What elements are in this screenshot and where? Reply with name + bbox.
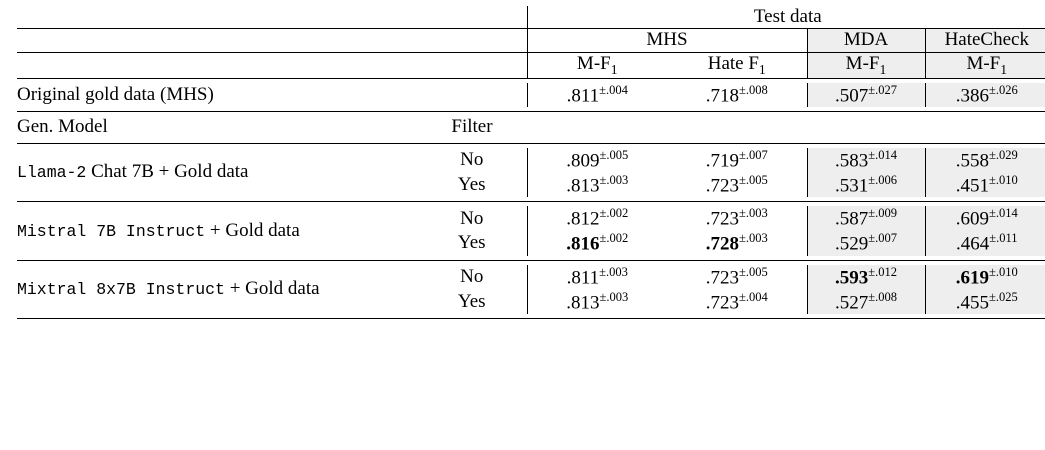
header-metric-mda-mf1 <box>807 52 925 77</box>
header-group-mhs: MHS <box>527 29 807 52</box>
value-cell <box>925 206 1045 231</box>
value-std: ±.003 <box>599 289 629 304</box>
value-std: ±.010 <box>988 264 1018 279</box>
value-std: ±.009 <box>868 206 898 221</box>
value-std: ±.027 <box>868 82 898 97</box>
value-std: ±.005 <box>599 147 629 162</box>
header-empty-filter <box>417 6 527 28</box>
value-mean: .723 <box>705 208 739 230</box>
value-cell <box>667 148 807 173</box>
header-filter: Filter <box>451 116 493 138</box>
value-cell <box>807 173 925 198</box>
value-mean: .593 <box>834 267 869 289</box>
header-empty-model <box>17 6 417 28</box>
value-mean: .816 <box>566 233 600 255</box>
value-std: ±.008 <box>738 82 768 97</box>
value-std: ±.002 <box>599 231 629 246</box>
baseline-label: Original gold data (MHS) <box>17 83 214 105</box>
model-name-rest: + Gold data <box>205 219 300 241</box>
value-std: ±.025 <box>988 289 1018 304</box>
value-cell <box>667 265 807 290</box>
value-std: ±.005 <box>738 264 768 279</box>
value-cell <box>925 290 1045 315</box>
value-cell <box>807 148 925 173</box>
value-mean: .718 <box>705 85 739 107</box>
model-name-mono: Mixtral 8x7B Instruct <box>17 280 225 300</box>
value-std: ±.026 <box>988 82 1018 97</box>
model-label-mixtral <box>17 265 417 314</box>
value-mean: .812 <box>566 208 600 230</box>
value-cell <box>527 148 667 173</box>
metric-label-1: Hate F <box>707 52 759 74</box>
value-std: ±.004 <box>599 82 628 97</box>
model-name-mono: Llama-2 <box>17 163 87 183</box>
value-cell <box>527 231 667 256</box>
value-mean: .386 <box>955 85 989 107</box>
value-cell <box>925 265 1045 290</box>
table-row <box>17 206 1045 231</box>
metric-sub-2: 1 <box>879 61 887 77</box>
value-cell <box>925 173 1045 198</box>
value-cell <box>667 290 807 315</box>
value-mean: .719 <box>705 150 739 172</box>
table-row <box>17 265 1045 290</box>
value-mean: .813 <box>566 291 600 313</box>
baseline-filter <box>417 83 527 108</box>
value-std: ±.012 <box>868 264 898 279</box>
filter-value: Yes <box>457 173 486 195</box>
results-table-container <box>0 6 1045 319</box>
model-label-mistral <box>17 206 417 255</box>
baseline-value-1 <box>667 83 807 108</box>
value-mean: .451 <box>955 174 989 196</box>
value-mean: .527 <box>834 291 869 313</box>
value-mean: .529 <box>834 233 869 255</box>
header-blank-7 <box>807 116 925 138</box>
header-metric-mhs-hatef1 <box>667 52 807 77</box>
value-std: ±.007 <box>868 231 898 246</box>
header-row-metrics <box>17 52 1045 77</box>
value-mean: .455 <box>955 291 989 313</box>
model-name-mono: Mistral 7B Instruct <box>17 221 206 241</box>
metric-label-2: M-F <box>845 52 880 74</box>
metric-label-0: M-F <box>576 52 611 74</box>
value-cell <box>527 290 667 315</box>
metric-sub-3: 1 <box>1000 61 1008 77</box>
value-cell <box>807 290 925 315</box>
value-std: ±.002 <box>599 206 629 221</box>
header-row-genmodel <box>17 116 1045 138</box>
value-std: ±.003 <box>738 206 768 221</box>
value-std: ±.010 <box>988 172 1018 187</box>
value-std: ±.008 <box>868 289 898 304</box>
value-mean: .811 <box>566 85 600 107</box>
filter-value: No <box>460 149 484 171</box>
value-std: ±.003 <box>738 231 768 246</box>
header-row-groups <box>17 29 1045 52</box>
value-mean: .728 <box>705 233 739 255</box>
value-std: ±.014 <box>868 147 898 162</box>
value-mean: .583 <box>834 150 869 172</box>
header-metric-hatecheck-mf1 <box>925 52 1045 77</box>
value-cell <box>925 231 1045 256</box>
value-cell <box>667 173 807 198</box>
value-mean: .507 <box>834 85 869 107</box>
value-cell <box>925 148 1045 173</box>
value-cell <box>667 231 807 256</box>
value-cell <box>667 206 807 231</box>
value-cell <box>527 265 667 290</box>
table-row-baseline <box>17 83 1045 108</box>
filter-value: No <box>460 207 484 229</box>
header-row-testdata <box>17 6 1045 28</box>
value-cell <box>807 265 925 290</box>
results-table <box>17 6 1045 319</box>
header-group-hatecheck: HateCheck <box>925 29 1045 52</box>
value-cell <box>807 231 925 256</box>
value-std: ±.011 <box>989 231 1018 246</box>
rule-bottom <box>17 318 1045 319</box>
header-group-mda: MDA <box>807 29 925 52</box>
header-blank-2 <box>417 29 527 52</box>
header-blank-8 <box>925 116 1045 138</box>
model-name-rest: Chat 7B + Gold data <box>86 161 249 183</box>
value-cell <box>527 173 667 198</box>
baseline-value-2 <box>807 83 925 108</box>
value-std: ±.029 <box>988 147 1018 162</box>
value-mean: .723 <box>705 291 739 313</box>
value-mean: .464 <box>955 233 990 255</box>
value-mean: .609 <box>955 208 989 230</box>
baseline-value-0 <box>527 83 667 108</box>
value-mean: .809 <box>566 150 600 172</box>
value-mean: .723 <box>705 174 739 196</box>
value-std: ±.014 <box>988 206 1018 221</box>
value-cell <box>807 206 925 231</box>
value-mean: .723 <box>705 267 739 289</box>
model-name-rest: + Gold data <box>224 278 320 300</box>
filter-value: No <box>460 265 484 287</box>
value-mean: .619 <box>955 267 989 289</box>
value-mean: .813 <box>566 174 600 196</box>
header-blank-3 <box>17 52 417 77</box>
header-metric-mhs-mf1 <box>527 52 667 77</box>
value-std: ±.003 <box>599 264 628 279</box>
header-blank-6 <box>667 116 807 138</box>
metric-sub-0: 1 <box>610 61 618 77</box>
baseline-value-3 <box>925 83 1045 108</box>
value-mean: .531 <box>834 174 869 196</box>
value-mean: .811 <box>566 267 600 289</box>
filter-value: Yes <box>457 232 486 254</box>
header-test-data: Test data <box>527 6 1045 28</box>
header-blank-5 <box>527 116 667 138</box>
filter-value: Yes <box>457 290 486 312</box>
value-std: ±.003 <box>599 172 629 187</box>
header-blank-4 <box>417 52 527 77</box>
value-std: ±.006 <box>868 172 898 187</box>
value-mean: .558 <box>955 150 989 172</box>
value-std: ±.005 <box>738 172 768 187</box>
metric-label-3: M-F <box>966 52 1001 74</box>
table-row <box>17 148 1045 173</box>
value-mean: .587 <box>834 208 869 230</box>
value-cell <box>527 206 667 231</box>
value-std: ±.004 <box>738 289 768 304</box>
model-label-llama <box>17 148 417 197</box>
header-gen-model: Gen. Model <box>17 116 108 138</box>
header-blank-1 <box>17 29 417 52</box>
metric-sub-1: 1 <box>758 61 766 77</box>
value-std: ±.007 <box>738 147 768 162</box>
